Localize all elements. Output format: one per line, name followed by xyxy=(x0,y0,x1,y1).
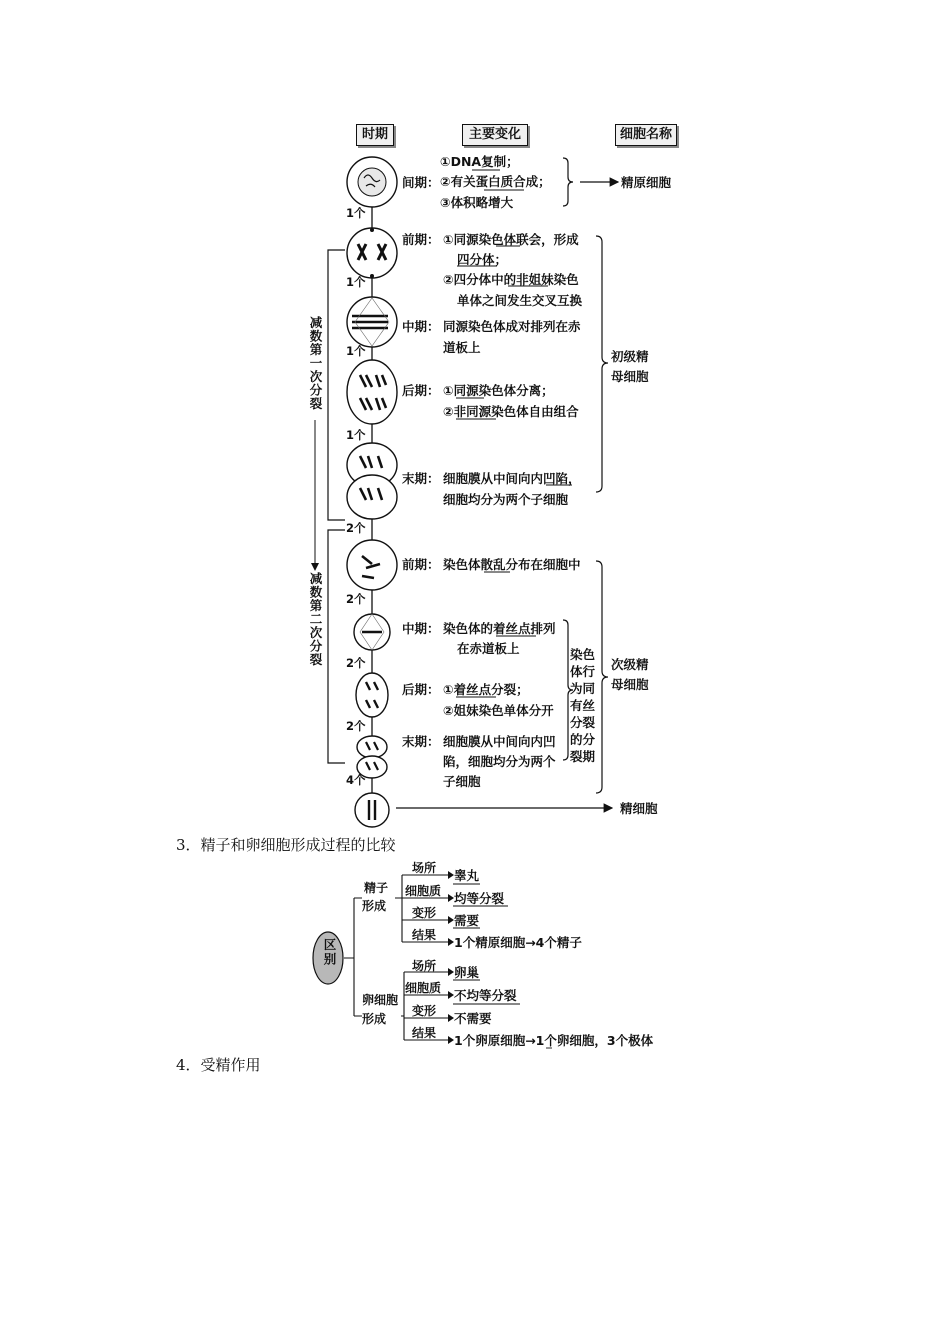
count-label: 2个 xyxy=(346,656,366,670)
interphase-line2: ②有关蛋白质合成； xyxy=(440,174,551,189)
egg-key: 细胞质 xyxy=(405,981,442,995)
sperm-formation-label: 形成 xyxy=(362,899,387,913)
section4-title: 4．受精作用 xyxy=(176,1056,261,1074)
mi-metaphase-cell xyxy=(347,297,397,347)
mi-prophase-text: 单体之间发生交叉互换 xyxy=(457,293,583,308)
egg-value: 1个卵原细胞→1个卵细胞，3个极体 xyxy=(454,1033,654,1048)
sperm-key: 细胞质 xyxy=(405,884,442,898)
primary-spermatocyte-label: 母细胞 xyxy=(611,369,649,384)
sperm-value: 1个精原细胞→4个精子 xyxy=(454,935,582,950)
count-label: 2个 xyxy=(346,592,366,606)
mii-bracket xyxy=(328,530,345,763)
mi-anaphase-text: ①同源染色体分离； xyxy=(443,383,554,398)
mii-metaphase-label: 中期： xyxy=(402,621,440,636)
section3-title: 3．精子和卵细胞形成过程的比较 xyxy=(176,836,396,854)
sperm-formation-label: 精子 xyxy=(364,881,389,895)
count-label: 1个 xyxy=(346,428,366,442)
count-label: 2个 xyxy=(346,521,366,535)
count-label: 1个 xyxy=(346,275,366,289)
spermatid-label: 精细胞 xyxy=(620,801,658,816)
meiosis2-side-label: 减数第二次分裂 xyxy=(308,572,323,667)
egg-key: 结果 xyxy=(412,1026,437,1040)
sperm-value: 睾丸 xyxy=(454,868,480,883)
spermatid-cell xyxy=(355,793,389,827)
mii-anaphase-cell xyxy=(356,673,388,717)
sperm-key: 变形 xyxy=(412,906,437,920)
sperm-value: 均等分裂 xyxy=(454,891,505,906)
egg-formation-label: 卵细胞 xyxy=(362,993,399,1007)
primary-spermatocyte-label: 初级精 xyxy=(611,349,649,364)
sperm-value: 需要 xyxy=(454,913,480,928)
mi-anaphase-text: ②非同源染色体自由组合 xyxy=(443,404,579,419)
mii-metaphase-text: 染色体的着丝点排列 xyxy=(443,621,556,636)
mii-metaphase-cell xyxy=(354,614,390,650)
interphase-line3: ③体积略增大 xyxy=(440,195,514,210)
sperm-key: 结果 xyxy=(412,928,437,942)
mii-metaphase-text: 在赤道板上 xyxy=(457,641,520,656)
mii-prophase-cell xyxy=(347,540,397,590)
meiosis1-side-label: 减数第一次分裂 xyxy=(308,316,323,411)
mi-prophase-text: 四分体； xyxy=(457,252,508,267)
count-label: 4个 xyxy=(346,773,366,787)
mii-anaphase-text: ①着丝点分裂； xyxy=(443,682,529,697)
mii-prophase-label: 前期： xyxy=(402,557,440,572)
count-label: 2个 xyxy=(346,719,366,733)
mii-anaphase-text: ②姐妹染色单体分开 xyxy=(443,703,554,718)
mi-bracket xyxy=(328,250,345,520)
egg-key: 场所 xyxy=(412,959,437,973)
mitosis-like-note: 染色体行为同有丝分裂的分裂期 xyxy=(570,647,596,764)
mi-telophase-cell xyxy=(347,443,397,519)
comparison-root: 区别 xyxy=(322,938,337,967)
egg-key: 变形 xyxy=(412,1004,437,1018)
mi-prophase-text: ②四分体中的非姐妹染色 xyxy=(443,272,579,287)
mi-prophase-text: ①同源染色体联会，形成 xyxy=(443,232,579,247)
interphase-brace xyxy=(563,158,573,206)
egg-formation-label: 形成 xyxy=(362,1012,387,1026)
mii-telophase-text: 子细胞 xyxy=(443,774,481,789)
mi-metaphase-label: 中期： xyxy=(402,319,440,334)
mi-brace xyxy=(596,236,608,492)
sperm-key: 场所 xyxy=(412,861,437,875)
mii-prophase-text: 染色体散乱分布在细胞中 xyxy=(443,557,581,572)
mii-telophase-text: 细胞膜从中间向内凹 xyxy=(443,734,556,749)
mii-telophase-label: 末期： xyxy=(402,734,440,749)
mi-telophase-text: 细胞膜从中间向内凹陷， xyxy=(443,471,581,486)
mi-prophase-cell xyxy=(347,228,397,278)
mi-metaphase-text: 道板上 xyxy=(443,340,481,355)
mii-anaphase-label: 后期： xyxy=(402,682,440,697)
interphase-line1: ①DNA复制； xyxy=(440,154,519,169)
mi-anaphase-label: 后期： xyxy=(402,383,440,398)
header-cell-name: 细胞名称 xyxy=(615,124,677,146)
count-label: 1个 xyxy=(346,206,366,220)
secondary-spermatocyte-label: 母细胞 xyxy=(611,677,649,692)
mi-telophase-label: 末期： xyxy=(402,471,440,486)
mi-telophase-text: 细胞均分为两个子细胞 xyxy=(443,492,569,507)
mii-telophase-text: 陷，细胞均分为两个 xyxy=(443,754,556,769)
count-label: 1个 xyxy=(346,344,366,358)
mi-prophase-label: 前期： xyxy=(402,232,440,247)
header-changes: 主要变化 xyxy=(462,124,528,146)
egg-value: 不需要 xyxy=(454,1011,492,1026)
egg-value: 卵巢 xyxy=(454,965,480,980)
cell-spermatogonium: 精原细胞 xyxy=(621,175,672,190)
interphase-label: 间期： xyxy=(402,175,440,190)
header-period: 时期 xyxy=(356,124,394,146)
interphase-cell xyxy=(347,157,397,207)
mi-anaphase-cell xyxy=(347,360,397,424)
secondary-spermatocyte-label: 次级精 xyxy=(611,657,649,672)
mi-metaphase-text: 同源染色体成对排列在赤 xyxy=(443,319,581,334)
egg-value: 不均等分裂 xyxy=(454,988,517,1003)
